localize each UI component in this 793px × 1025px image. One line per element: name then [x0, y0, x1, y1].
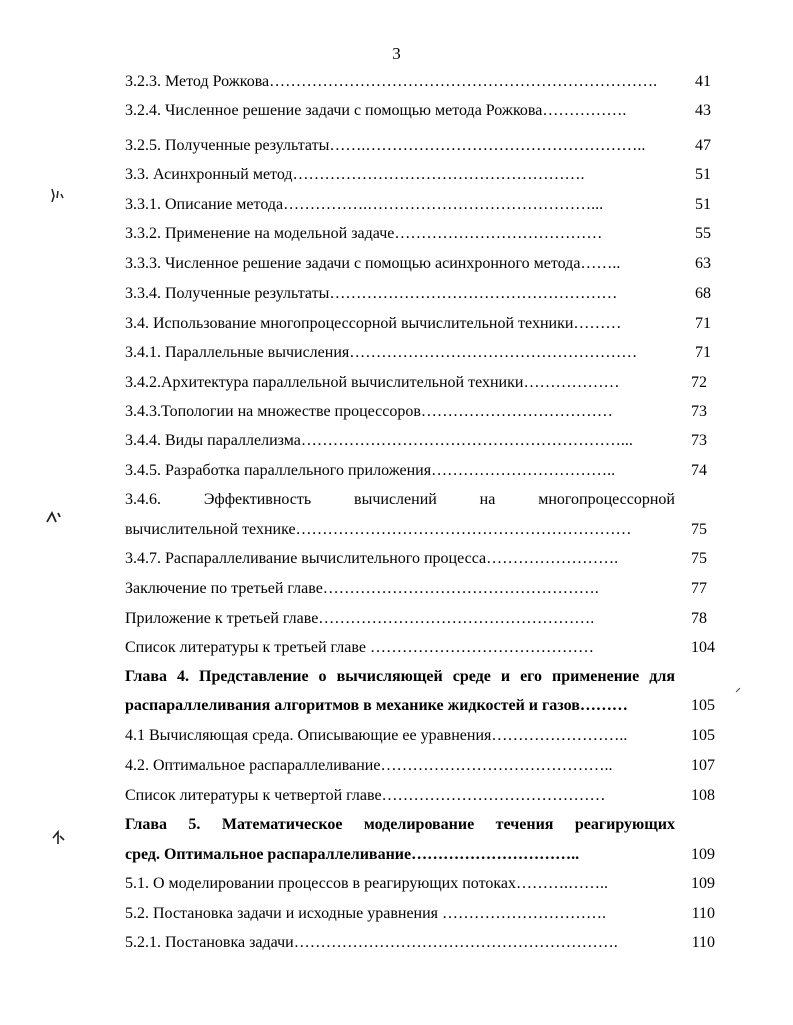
toc-entry-text: 5.2. Постановка задачи и исходные уравнения …………………………. — [125, 905, 607, 922]
scan-speck-icon — [734, 686, 742, 694]
toc-entry-page: 71 — [695, 315, 711, 332]
toc-entry-text: 5.1. О моделировании процессов в реагирующих потоках……….…….. — [125, 875, 608, 892]
toc-entry-page: 108 — [691, 787, 715, 804]
toc-entry-page: 55 — [695, 225, 711, 242]
scan-mark-icon — [50, 828, 70, 848]
toc-entry-page: 63 — [695, 255, 711, 272]
toc-entry-page: 51 — [695, 166, 711, 183]
toc-entry-text: 3.2.3. Метод Рожкова………………………………………………………………. — [125, 73, 658, 90]
toc-entry-text: 3.3.1. Описание метода…………….……………………………………... — [125, 196, 604, 213]
toc-entry-page: 68 — [695, 285, 711, 302]
chapter-heading-first-line: Глава 4. Представление о вычисляющей среде и его применение для — [125, 668, 675, 685]
toc-entry-page: 74 — [691, 462, 707, 479]
toc-entry-text: Список литературы к третьей главе …………………………………… — [125, 639, 594, 656]
toc-entry-text: Заключение по третьей главе……………………………………………. — [125, 580, 599, 597]
toc-entry-text: 3.4.3.Топологии на множестве процессоров……………………………… — [125, 403, 613, 420]
chapter-heading-text: распараллеливания алгоритмов в механике жидкостей и газов……… — [125, 697, 628, 714]
toc-entry-text: 5.2.1. Постановка задачи……………………………………………………. — [125, 934, 618, 951]
toc-entry-page: 78 — [691, 610, 707, 627]
toc-entry-text: 3.4.1. Параллельные вычисления……………………………………………… — [125, 344, 638, 361]
toc-entry-text: вычислительной технике……………………………………………………… — [125, 521, 632, 538]
toc-entry-page: 110 — [691, 934, 715, 951]
chapter-heading-first-line: Глава 5. Математическое моделирование течения реагирующих — [125, 816, 675, 833]
toc-entry-page: 105 — [691, 727, 715, 744]
toc-entry-text: 3.3.2. Применение на модельной задаче………………………………… — [125, 225, 603, 242]
toc-entry-page: 104 — [691, 639, 715, 656]
toc-entry-page: 109 — [691, 875, 715, 892]
toc-entry-page: 109 — [691, 846, 715, 863]
toc-entry-page: 110 — [691, 905, 715, 922]
toc-entry-page: 71 — [695, 344, 711, 361]
toc-entry-text: 3.3.3. Численное решение задачи с помощью асинхронного метода…….. — [125, 255, 621, 272]
toc-entry-text: 3.4.5. Разработка параллельного приложения…………………………….. — [125, 462, 616, 479]
toc-entry-page: 47 — [695, 137, 711, 154]
toc-entry-text: 4.1 Вычисляющая среда. Описывающие ее уравнения…………………….. — [125, 727, 628, 744]
toc-entry-text: Список литературы к четвертой главе…………………………………… — [125, 787, 606, 804]
toc-entry-page: 77 — [691, 580, 707, 597]
toc-entry-page: 51 — [695, 196, 711, 213]
page-number: 3 — [392, 44, 401, 63]
toc-entry-text: 3.4.4. Виды параллелизма……………………………………………………... — [125, 432, 633, 449]
toc-entry-page: 75 — [691, 550, 707, 567]
toc-entry-text: 3.3.4. Полученные результаты……………………………………………… — [125, 285, 618, 302]
toc-entry-page: 73 — [691, 432, 707, 449]
toc-entry-page: 105 — [691, 697, 715, 714]
toc-entry-page: 72 — [691, 374, 707, 391]
toc-entry-text: 3.4.7. Распараллеливание вычислительного процесса……………………. — [125, 550, 619, 567]
toc-entry-page: 75 — [691, 521, 707, 538]
toc-entry-text: Приложение к третьей главе……………………………………………. — [125, 610, 595, 627]
toc-entry-text: 3.4.2.Архитектура параллельной вычислительной техники……………… — [125, 374, 620, 391]
toc-entry-page: 43 — [695, 102, 711, 119]
toc-entry-page: 73 — [691, 403, 707, 420]
scan-mark-icon — [48, 186, 68, 206]
toc-entry-text: 3.2.5. Полученные результаты…….…………………………………………….. — [125, 137, 646, 154]
toc-entry-text: 3.2.4. Численное решение задачи с помощью метода Рожкова……………. — [125, 102, 627, 119]
toc-entry-first-line: 3.4.6. Эффективность вычислений на многопроцессорной — [125, 491, 675, 508]
toc-entry-text: 3.3. Асинхронный метод………………………………………………. — [125, 166, 585, 183]
toc-entry-text: 4.2. Оптимальное распараллеливание…………………………………….. — [125, 757, 613, 774]
toc-entry-page: 41 — [695, 73, 711, 90]
toc-entry-page: 107 — [691, 757, 715, 774]
toc-entry-text: 3.4. Использование многопроцессорной вычислительной техники……… — [125, 315, 622, 332]
chapter-heading-text: сред. Оптимальное распараллеливание………………………….. — [125, 846, 580, 863]
scan-mark-icon — [44, 508, 64, 528]
